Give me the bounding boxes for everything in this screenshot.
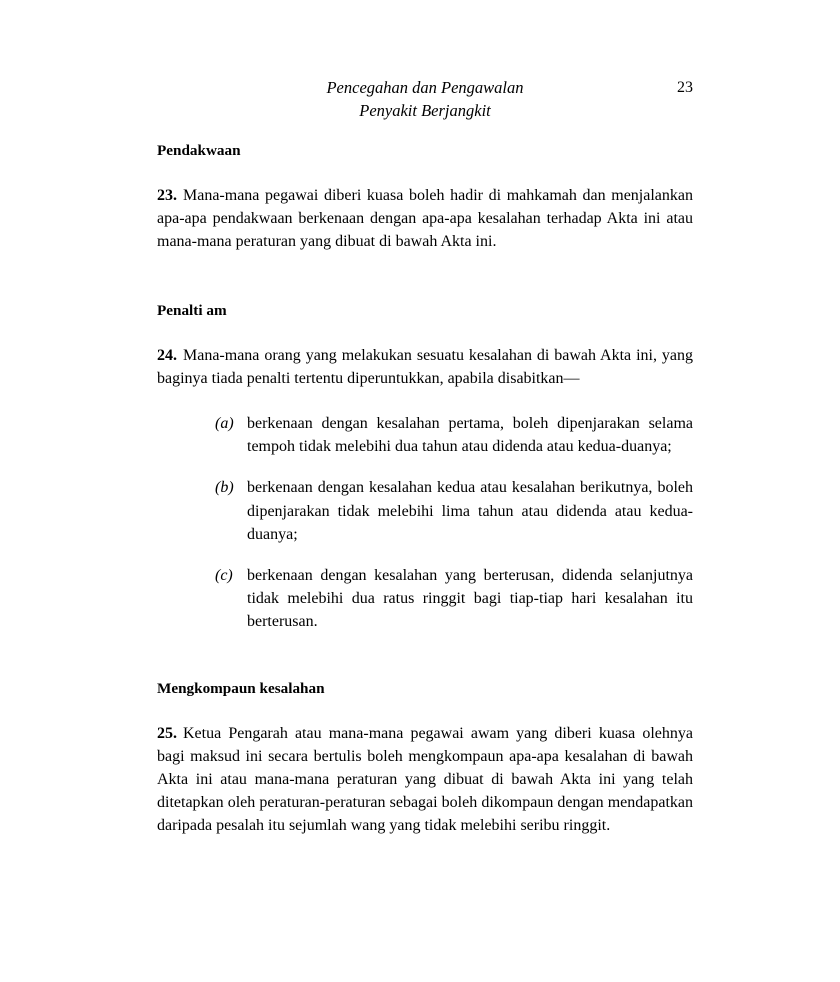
section-number-23: 23. (157, 187, 177, 204)
running-header-line-2: Penyakit Berjangkit (359, 101, 491, 120)
list-item-marker-b: (b) (215, 479, 234, 497)
section-text-25: Ketua Pengarah atau mana-mana pegawai awam yang diberi kuasa olehnya bagi maksud ini secara bertulis boleh mengkompaun apa-apa kesalahan di bawah Akta ini atau mana-mana peraturan yang dibuat di bawah Akta ini yang telah ditetapkan oleh peraturan-peraturan sebagai boleh dikompaun dengan mendapatkan daripada pesalah itu sejumlah wang yang tidak melebihi seribu ringgit. (157, 724, 693, 835)
section-paragraph-24 (157, 344, 693, 390)
section-heading-mengkompaun-kesalahan: Mengkompaun kesalahan (157, 679, 325, 697)
section-heading-penalti-am: Penalti am (157, 301, 227, 319)
running-header (157, 76, 693, 124)
section-paragraph-23 (157, 184, 693, 254)
section-number-25: 25. (157, 724, 177, 742)
section-heading-pendakwaan: Pendakwaan (157, 142, 241, 159)
spacer (157, 390, 693, 412)
spacer (157, 458, 693, 476)
spacer (157, 254, 693, 300)
spacer (157, 546, 693, 564)
list-item (215, 412, 693, 458)
section-number-24: 24. (157, 346, 177, 364)
spacer (157, 634, 693, 678)
spacer (157, 700, 693, 722)
document-body (157, 140, 693, 838)
section-paragraph-25 (157, 722, 693, 838)
list-item-text-a: berkenaan dengan kesalahan pertama, boleh dipenjarakan selama tempoh tidak melebihi dua tahun atau didenda atau kedua-duanya; (247, 415, 693, 456)
section-text-24: Mana-mana orang yang melakukan sesuatu kesalahan di bawah Akta ini, yang baginya tiada penalti tertentu diperuntukkan, apabila disabitkan— (157, 346, 693, 387)
list-item (215, 476, 693, 546)
page-number: 23 (677, 79, 693, 96)
list-item-text-b: berkenaan dengan kesalahan kedua atau kesalahan berikutnya, boleh dipenjarakan tidak melebihi lima tahun atau didenda atau kedua-duanya; (247, 479, 693, 543)
running-header-title (157, 76, 693, 122)
running-header-line-1: Pencegahan dan Pengawalan (326, 78, 524, 97)
spacer (157, 162, 693, 184)
list-item-marker-a: (a) (215, 415, 234, 433)
section-text-23: Mana-mana pegawai diberi kuasa boleh hadir di mahkamah dan menjalankan apa-apa pendakwaan berkenaan dengan apa-apa kesalahan terhadap Akta ini atau mana-mana peraturan yang dibuat di bawah Akta ini. (157, 187, 693, 251)
list-item-marker-c: (c) (215, 567, 233, 585)
spacer (157, 322, 693, 344)
list-item (215, 564, 693, 634)
list-item-text-c: berkenaan dengan kesalahan yang berterusan, didenda selanjutnya tidak melebihi dua ratus ringgit bagi tiap-tiap hari kesalahan itu berterusan. (247, 567, 693, 631)
